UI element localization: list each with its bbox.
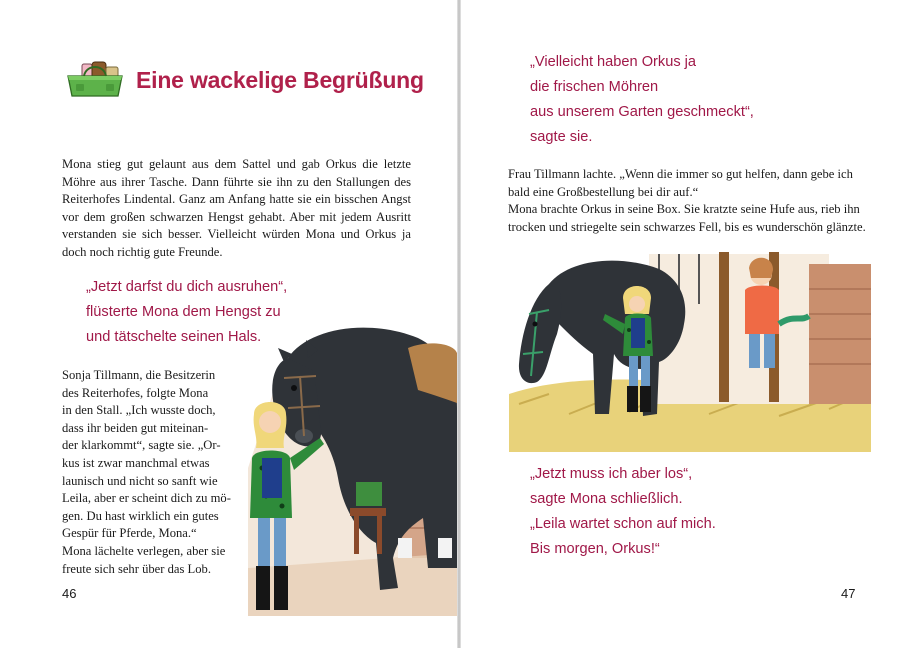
text-line: Gespür für Pferde, Mona.“	[62, 526, 197, 541]
page-number-left: 46	[62, 586, 77, 601]
speech-line: aus unserem Garten geschmeckt“,	[530, 104, 754, 120]
text-line: des Reiterhofes, folgte Mona	[62, 385, 209, 400]
paragraph-right	[508, 166, 868, 236]
text-line: dass ihr beiden gut miteinan-	[62, 420, 209, 435]
text-line: freute sich sehr über das Lob.	[62, 561, 211, 576]
grooming-box-icon	[62, 58, 128, 102]
chapter-heading	[62, 58, 424, 102]
speech-line: Bis morgen, Orkus!“	[530, 541, 660, 557]
speech-line: und tätschelte seinen Hals.	[86, 329, 262, 345]
speech-line: sagte Mona schließlich.	[530, 491, 683, 507]
right-page	[461, 0, 919, 648]
chapter-title: Eine wackelige Begrüßung	[136, 66, 424, 93]
text-line: bald eine Großbestellung bei dir auf.“	[508, 184, 699, 199]
speech-line: flüsterte Mona dem Hengst zu	[86, 304, 281, 320]
text-line: Mona lächelte verlegen, aber sie	[62, 543, 226, 558]
text-line: gen. Du hast wirklich ein gutes	[62, 508, 219, 523]
speech-line: „Leila wartet schon auf mich.	[530, 516, 716, 532]
text-line: der klarkommt“, sagte sie. „Or-	[62, 438, 221, 453]
speech-block-right-top	[530, 50, 754, 150]
page-number-right: 47	[841, 586, 856, 601]
speech-line: sagte sie.	[530, 129, 593, 145]
text-line: Mona brachte Orkus in seine Box. Sie kratzte seine Hufe aus, rieb ihn	[508, 202, 860, 217]
illustration-grooming-horse	[509, 244, 871, 452]
text-line: Leila, aber er scheint dich zu mö-	[62, 491, 231, 506]
speech-line: „Jetzt muss ich aber los“,	[530, 466, 693, 482]
text-line: in den Stall. „Ich wusste doch,	[62, 403, 216, 418]
paragraph-2	[62, 367, 252, 578]
left-page	[0, 0, 457, 648]
text-line: Sonja Tillmann, die Besitzerin	[62, 368, 216, 382]
text-line: trocken und striegelte sein schwarzes Fell, bis es wunderschön glänzte.	[508, 219, 866, 234]
speech-line: „Vielleicht haben Orkus ja	[530, 54, 697, 70]
text-line: Frau Tillmann lachte. „Wenn die immer so gut helfen, dann gebe ich	[508, 167, 853, 181]
text-line: launisch und nicht so sanft wie	[62, 473, 218, 488]
paragraph-1: Mona stieg gut gelaunt aus dem Sattel und gab Orkus die letzte Möhre aus ihrer Tasche. Dann führte sie ihn zu den Stallungen des Reiterhofes Lindental. Ganz am Anfang hatte sie ein bisschen Angst vor dem großen schwarzen Hengst gehabt. Aber mit jedem Ausritt verstanden sie sich besser. Vielleicht würden Mona und Orkus ja doch noch richtig gute Freunde.	[62, 157, 411, 259]
text-line: kus ist zwar manchmal etwas	[62, 455, 210, 470]
speech-line: „Jetzt darfst du dich ausruhen“,	[86, 279, 288, 295]
speech-block-right-bottom	[530, 462, 716, 562]
illustration-mona-with-horse	[248, 318, 457, 616]
speech-line: die frischen Möhren	[530, 79, 659, 95]
